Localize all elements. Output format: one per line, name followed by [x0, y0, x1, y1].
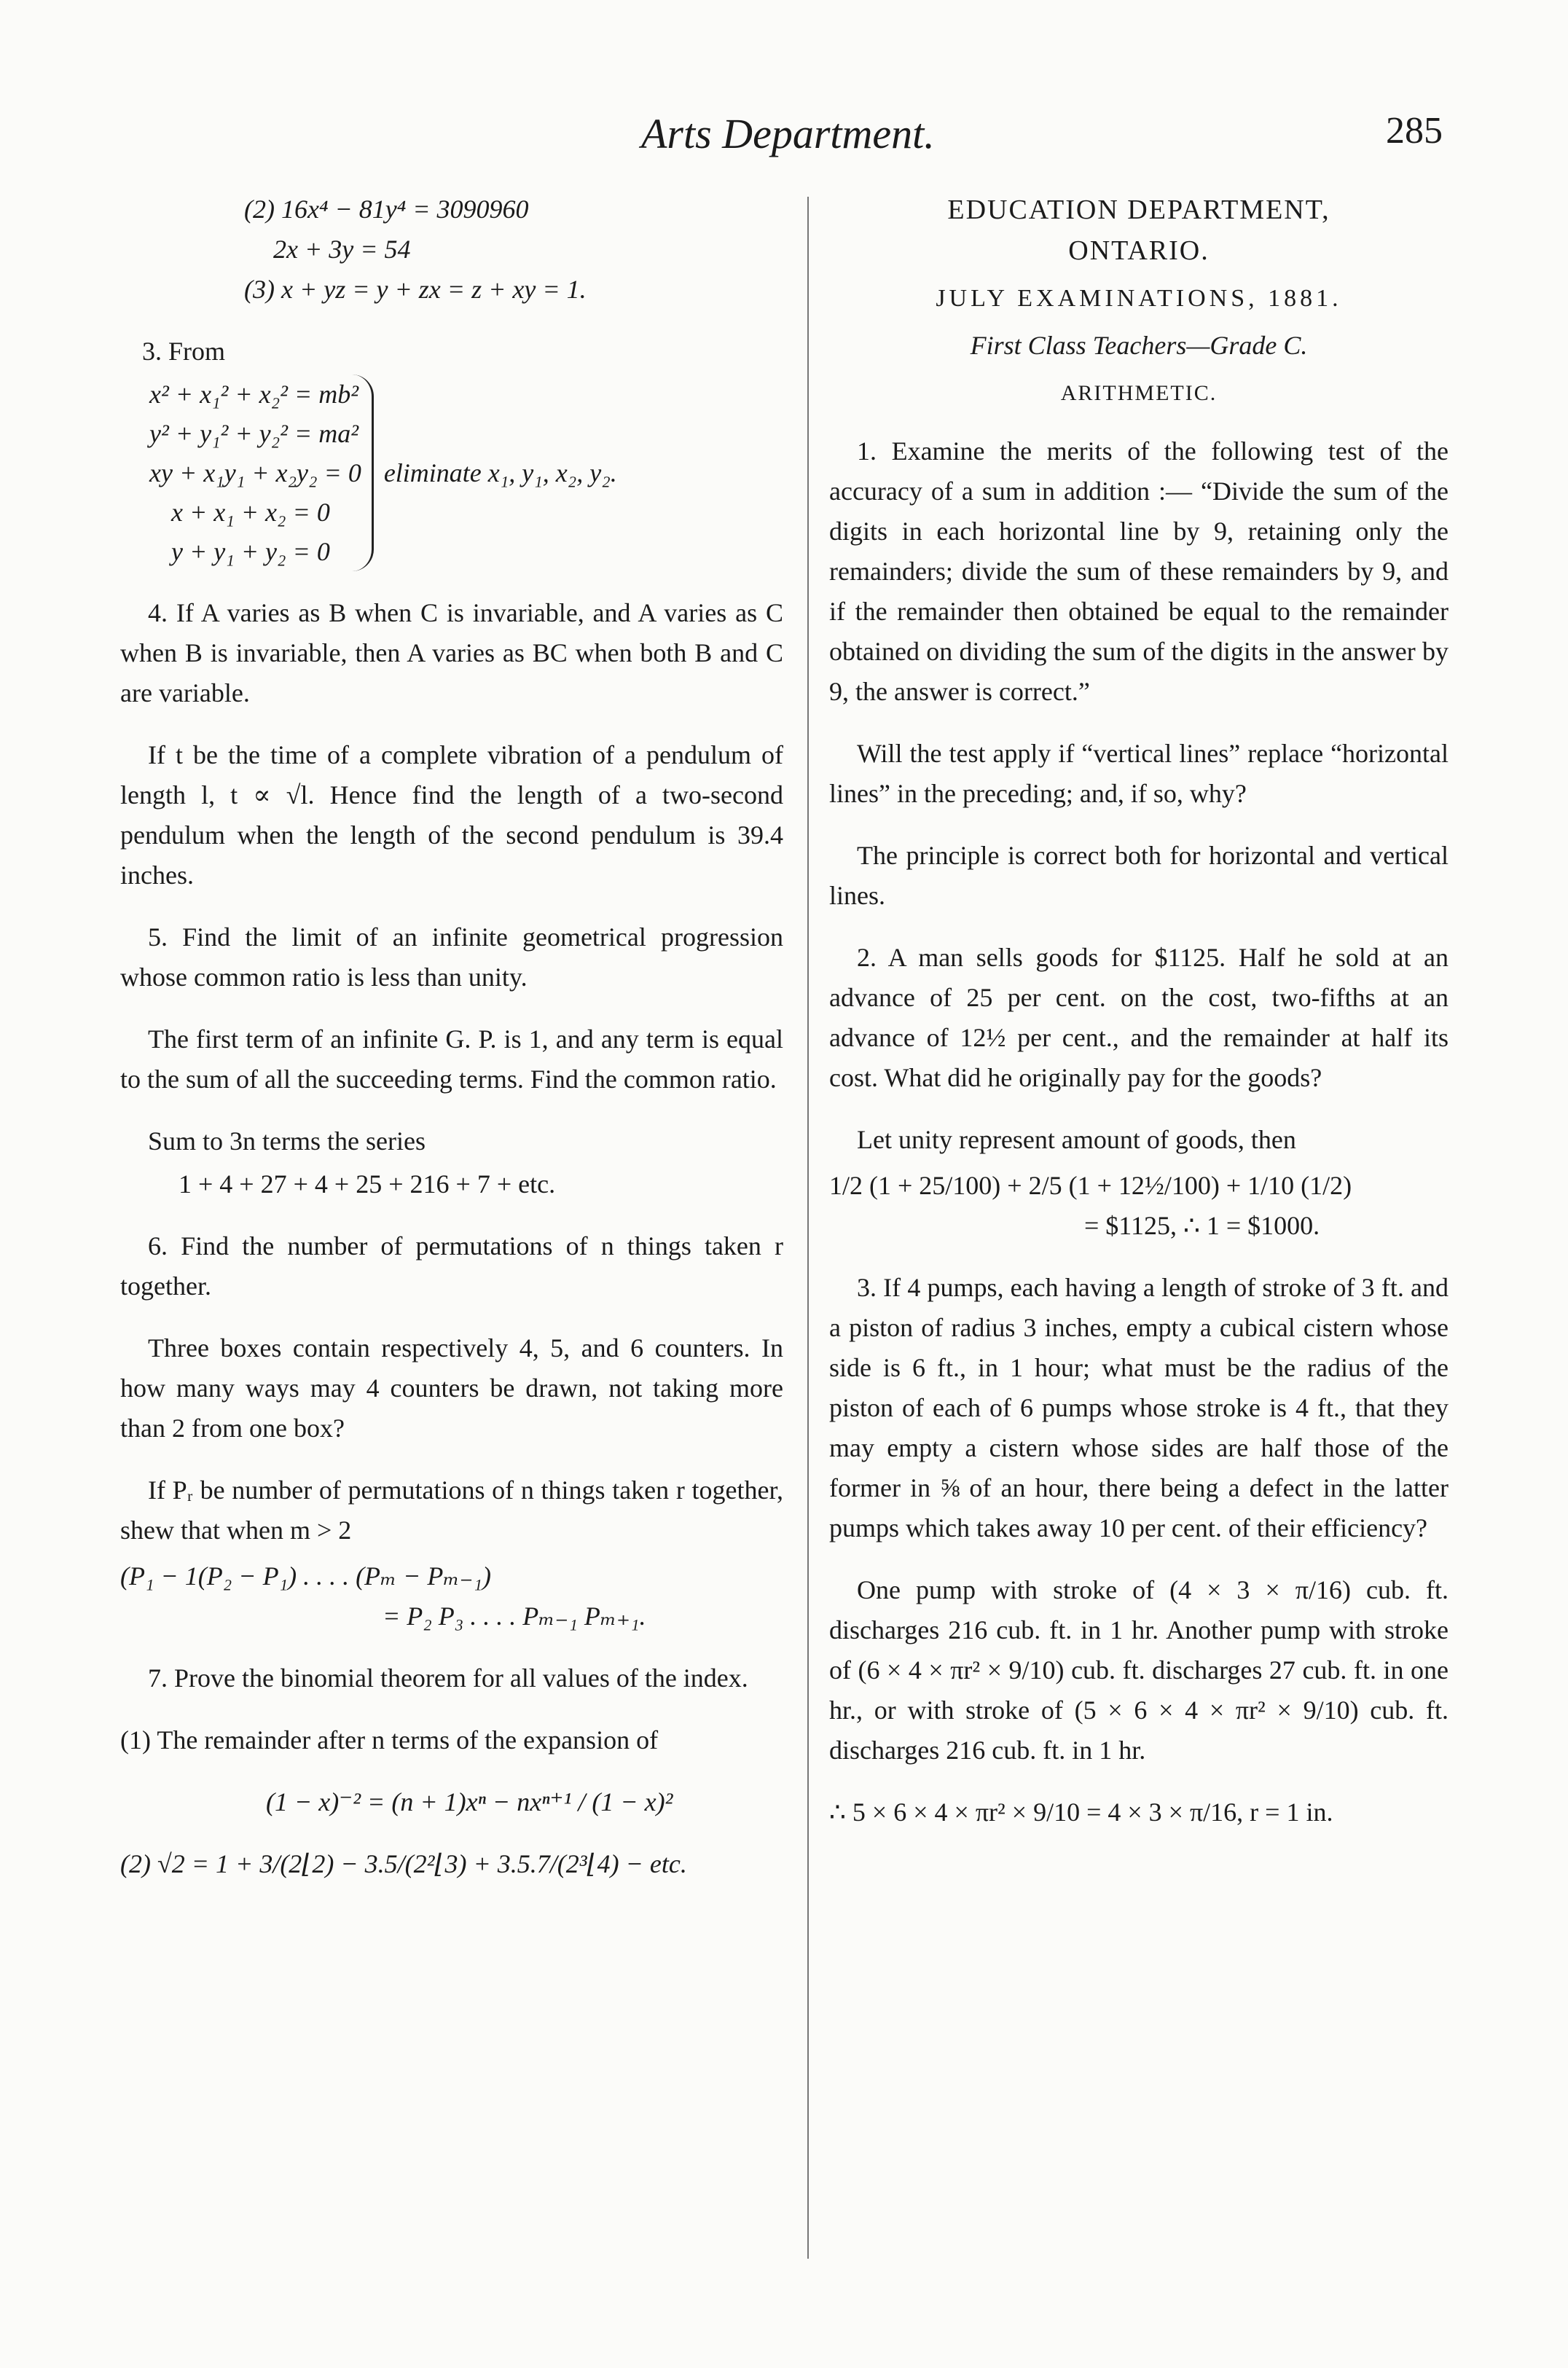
column-divider — [807, 197, 809, 2259]
system-line: x + x₁ + x₂ = 0 — [171, 498, 330, 527]
system-line: x² + x₁² + x₂² = mb² — [149, 380, 359, 409]
answer-r1c: The principle is correct both for horizontal and vertical lines. — [829, 841, 1449, 910]
question-5c: Sum to 3n terms the series — [148, 1126, 426, 1156]
system-line: y² + y₁² + y₂² = ma² — [149, 419, 359, 448]
heading-examinations: JULY EXAMINATIONS, 1881. — [936, 285, 1342, 312]
system-lines — [149, 375, 374, 571]
page-number: 285 — [1386, 110, 1443, 152]
question-4b: If t be the time of a complete vibration of a pendulum of length l, t ∝ √l. Hence find the length of a two-second pendulum when the length of the second pendulum is 39.4 inches. — [120, 740, 783, 890]
answer-r3b: One pump with stroke of (4 × 3 × π/16) cub. ft. discharges 216 cub. ft. in 1 hr. Another pump with stroke of (6 × 4 × πr² × 9/10) cub. ft. discharges 27 cub. ft. in one hr., or with stroke of (5 × 6 × 4 × πr² × 9/10) cub. ft. discharges 216 cub. ft. in 1 hr. — [829, 1575, 1449, 1765]
equation-2 — [120, 189, 783, 310]
question-3-label: 3. From — [142, 337, 226, 366]
page-header — [131, 102, 1443, 175]
cost-equation — [829, 1166, 1449, 1246]
series: 1 + 4 + 27 + 4 + 25 + 216 + 7 + etc. — [179, 1169, 556, 1199]
eliminate-label: eliminate x₁, y₁, x₂, y₂. — [383, 458, 617, 487]
equation-line: = $1125, ∴ 1 = $1000. — [1084, 1211, 1320, 1240]
permutation-equation — [120, 1556, 783, 1636]
heading-department: EDUCATION DEPARTMENT, — [947, 195, 1330, 225]
equation-line: (3) x + yz = y + zx = z + xy = 1. — [244, 275, 587, 304]
question-5b: The first term of an infinite G. P. is 1, and any term is equal to the sum of all the succeeding terms. Find the common ratio. — [120, 1024, 783, 1094]
question-r2: 2. A man sells goods for $1125. Half he sold at an advance of 25 per cent. on the cost, two-fifths at an advance of 12½ per cent., and the remainder at half its cost. What did he originally pay for the goods? — [829, 943, 1449, 1092]
binomial-equation-1: (1 − x)⁻² = (n + 1)xⁿ − nxⁿ⁺¹ / (1 − x)² — [266, 1787, 673, 1816]
equation-line: 1/2 (1 + 25/100) + 2/5 (1 + 12½/100) + 1/10 (1/2) — [829, 1171, 1352, 1200]
answer-r2b: Let unity represent amount of goods, then — [857, 1125, 1296, 1154]
equation-line: = P₂ P₃ . . . . Pₘ₋₁ Pₘ₊₁. — [383, 1601, 646, 1631]
right-column — [829, 189, 1449, 1854]
question-6c: If Pᵣ be number of permutations of n things taken r together, shew that when m > 2 — [120, 1475, 783, 1545]
question-5: 5. Find the limit of an infinite geometrical progression whose common ratio is less than unity. — [120, 922, 783, 992]
running-title: Arts Department. — [641, 110, 935, 157]
pump-equation: ∴ 5 × 6 × 4 × πr² × 9/10 = 4 × 3 × π/16, r = 1 in. — [829, 1797, 1333, 1827]
question-7: 7. Prove the binomial theorem for all values of the index. — [148, 1663, 748, 1693]
equation-line: (2) 16x⁴ − 81y⁴ = 3090960 — [244, 195, 529, 224]
question-7-1: (1) The remainder after n terms of the expansion of — [120, 1725, 659, 1755]
equation-line: (P₁ − 1(P₂ − P₁) . . . . (Pₘ − Pₘ₋₁) — [120, 1561, 491, 1591]
system-line: xy + x₁y₁ + x₂y₂ = 0 — [149, 458, 361, 487]
question-r3: 3. If 4 pumps, each having a length of stroke of 3 ft. and a piston of radius 3 inches, empty a cubical cistern whose side is 6 ft., in 1 hour; what must be the radius of the piston of each of 6 pumps whose stroke is 4 ft., that they may empty a cistern whose sides are half those of the former in ⅝ of an hour, there being a defect in the latter pumps which takes away 10 per cent. of their efficiency? — [829, 1273, 1449, 1542]
question-6: 6. Find the number of permutations of n things taken r together. — [120, 1231, 783, 1301]
question-6b: Three boxes contain respectively 4, 5, and 6 counters. In how many ways may 4 counters be drawn, not taking more than 2 from one box? — [120, 1333, 783, 1443]
question-r1b: Will the test apply if “vertical lines” replace “horizontal lines” in the preceding; and, if so, why? — [829, 739, 1449, 808]
equation-system — [149, 375, 783, 571]
equation-line: 2x + 3y = 54 — [273, 235, 411, 264]
heading-subject: ARITHMETIC. — [1060, 381, 1218, 405]
heading-class: First Class Teachers—Grade C. — [970, 331, 1308, 360]
heading-province: ONTARIO. — [1068, 235, 1210, 266]
question-r1: 1. Examine the merits of the following test of the accuracy of a sum in addition :— “Divide the sum of the digits in each horizontal line by 9, retaining only the remainders; divide the sum of these remainders by 9, and if the remainder then obtained be equal to the remainder obtained on dividing the sum of the digits in the answer by 9, the answer is correct.” — [829, 436, 1449, 706]
system-line: y + y₁ + y₂ = 0 — [171, 537, 330, 566]
binomial-equation-2: (2) √2 = 1 + 3/(2⌊2) − 3.5/(2²⌊3) + 3.5.7/(2³⌊4) − etc. — [120, 1849, 687, 1878]
left-column — [120, 189, 783, 1906]
question-4: 4. If A varies as B when C is invariable, and A varies as C when B is invariable, then A varies as BC when both B and C are variable. — [120, 598, 783, 707]
